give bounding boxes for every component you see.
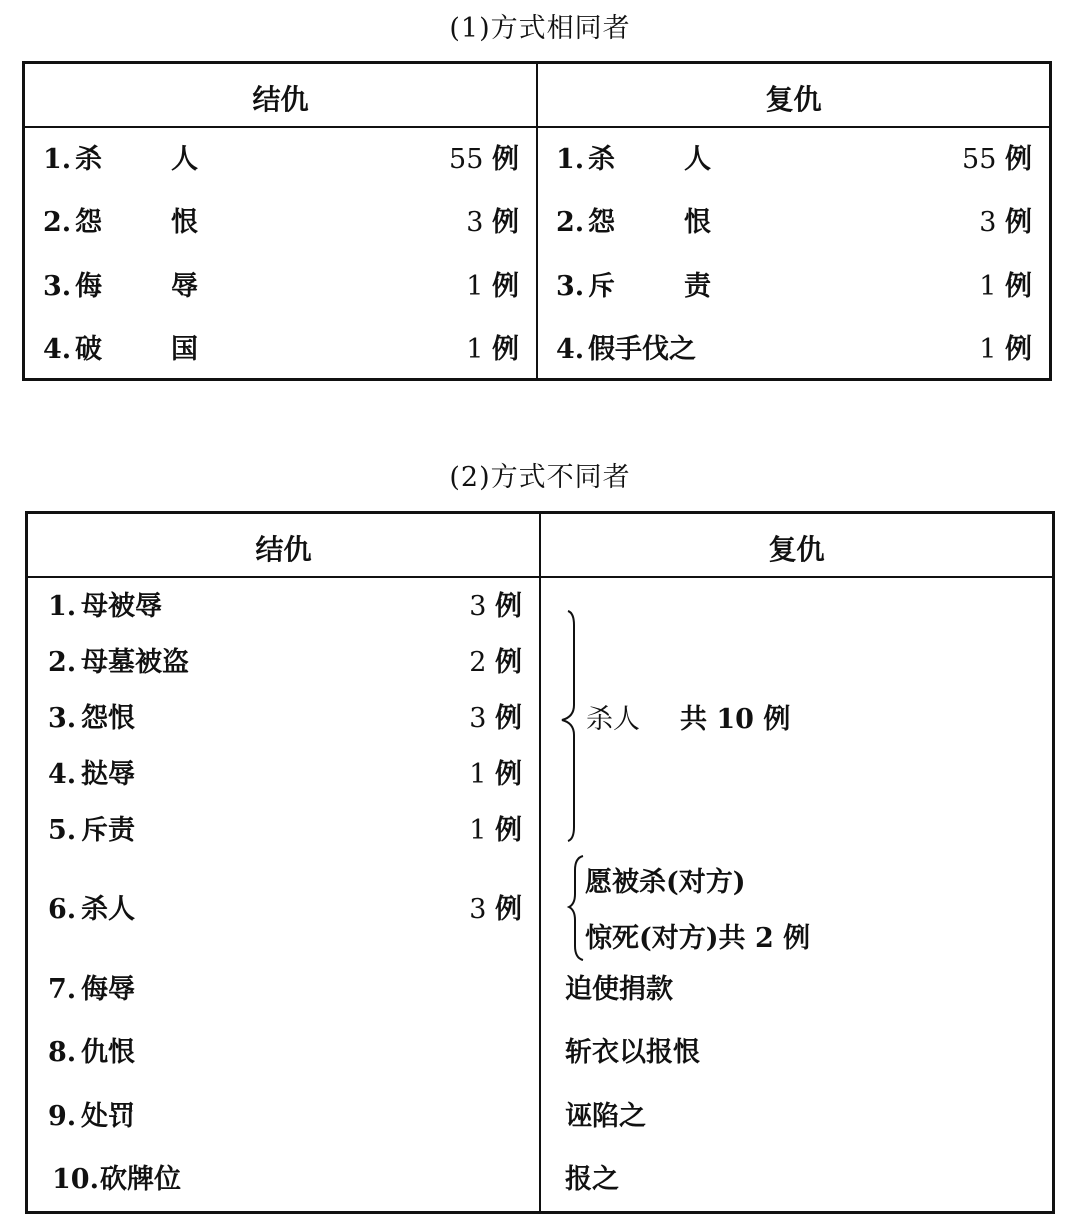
table1-header-right: 复仇 xyxy=(765,83,822,116)
row-label: 侮辱 xyxy=(81,974,135,1005)
table1 xyxy=(22,61,1052,381)
row-number: 3. xyxy=(43,271,72,302)
row-count: 3 例 xyxy=(469,703,522,734)
row-count: 3 例 xyxy=(979,207,1032,238)
row-count: 1 例 xyxy=(469,759,522,790)
row-number: 1. xyxy=(556,144,585,175)
row-count: 3 例 xyxy=(469,591,522,622)
row-count: 2 例 xyxy=(469,647,522,678)
table1-header-left: 结仇 xyxy=(252,83,309,116)
row-term-a: 斥 xyxy=(588,271,615,302)
right-row: 迫使捐款 xyxy=(565,974,673,1005)
row-count: 1 例 xyxy=(466,334,519,365)
row-number: 9. xyxy=(48,1101,77,1132)
group1-total: 共 10 例 xyxy=(680,704,791,735)
brace-group1-icon xyxy=(558,607,588,847)
group1-label: 杀人 xyxy=(586,704,640,735)
right-row: 斩衣以报恨 xyxy=(565,1037,700,1068)
group2-line2: 惊死(对方)共 2 例 xyxy=(585,923,811,954)
right-row: 诬陷之 xyxy=(565,1101,646,1132)
row-number: 8. xyxy=(48,1037,77,1068)
row-number: 7. xyxy=(48,974,77,1005)
row-count: 1 例 xyxy=(466,271,519,302)
row-term-b: 国 xyxy=(171,334,198,365)
row-term-b: 责 xyxy=(684,271,711,302)
table2-header-right: 复仇 xyxy=(768,533,825,566)
right-row: 报之 xyxy=(565,1164,619,1195)
row-term-a: 怨 xyxy=(588,207,615,238)
row-count: 3 例 xyxy=(466,207,519,238)
row-term-a: 怨 xyxy=(75,207,102,238)
row-label: 母被辱 xyxy=(81,591,162,622)
row-number: 4. xyxy=(48,759,77,790)
row-number: 6. xyxy=(48,894,77,925)
row-number: 2. xyxy=(556,207,585,238)
row-label: 砍牌位 xyxy=(100,1164,181,1195)
row-label: 挞辱 xyxy=(81,759,135,790)
row-term-b: 恨 xyxy=(684,207,711,238)
row-number: 2. xyxy=(48,647,77,678)
row-count: 1 例 xyxy=(469,815,522,846)
row-number: 10. xyxy=(52,1164,99,1195)
row-number: 2. xyxy=(43,207,72,238)
row-number: 5. xyxy=(48,815,77,846)
row-term-b: 人 xyxy=(171,144,198,175)
row-number: 3. xyxy=(556,271,585,302)
row-label: 处罚 xyxy=(81,1101,135,1132)
row-count: 3 例 xyxy=(469,894,522,925)
row-term-b: 人 xyxy=(684,144,711,175)
row-number: 4. xyxy=(43,334,72,365)
row-term-a: 杀 xyxy=(588,144,615,175)
table2-header-left: 结仇 xyxy=(255,533,312,566)
row-count: 1 例 xyxy=(979,334,1032,365)
row-count: 55 例 xyxy=(962,144,1032,175)
row-label: 怨恨 xyxy=(81,703,135,734)
row-label: 杀人 xyxy=(81,894,135,925)
table1-caption: (1)方式相同者 xyxy=(449,13,631,44)
row-label: 母墓被盗 xyxy=(81,647,189,678)
table2-divider xyxy=(539,514,541,1211)
row-label: 斥责 xyxy=(81,815,135,846)
row-term-a: 杀 xyxy=(75,144,102,175)
table2 xyxy=(25,511,1055,1214)
row-number: 1. xyxy=(48,591,77,622)
brace-group2-icon xyxy=(565,854,587,964)
row-term-a: 假手伐之 xyxy=(588,334,696,365)
row-number: 1. xyxy=(43,144,72,175)
row-label: 仇恨 xyxy=(81,1037,135,1068)
row-term-b: 恨 xyxy=(171,207,198,238)
group2-line1: 愿被杀(对方) xyxy=(585,867,746,898)
row-count: 1 例 xyxy=(979,271,1032,302)
row-term-b: 辱 xyxy=(171,271,198,302)
row-number: 4. xyxy=(556,334,585,365)
row-term-a: 侮 xyxy=(75,271,102,302)
row-term-a: 破 xyxy=(75,334,102,365)
row-number: 3. xyxy=(48,703,77,734)
table2-caption: (2)方式不同者 xyxy=(449,462,631,493)
row-count: 55 例 xyxy=(449,144,519,175)
